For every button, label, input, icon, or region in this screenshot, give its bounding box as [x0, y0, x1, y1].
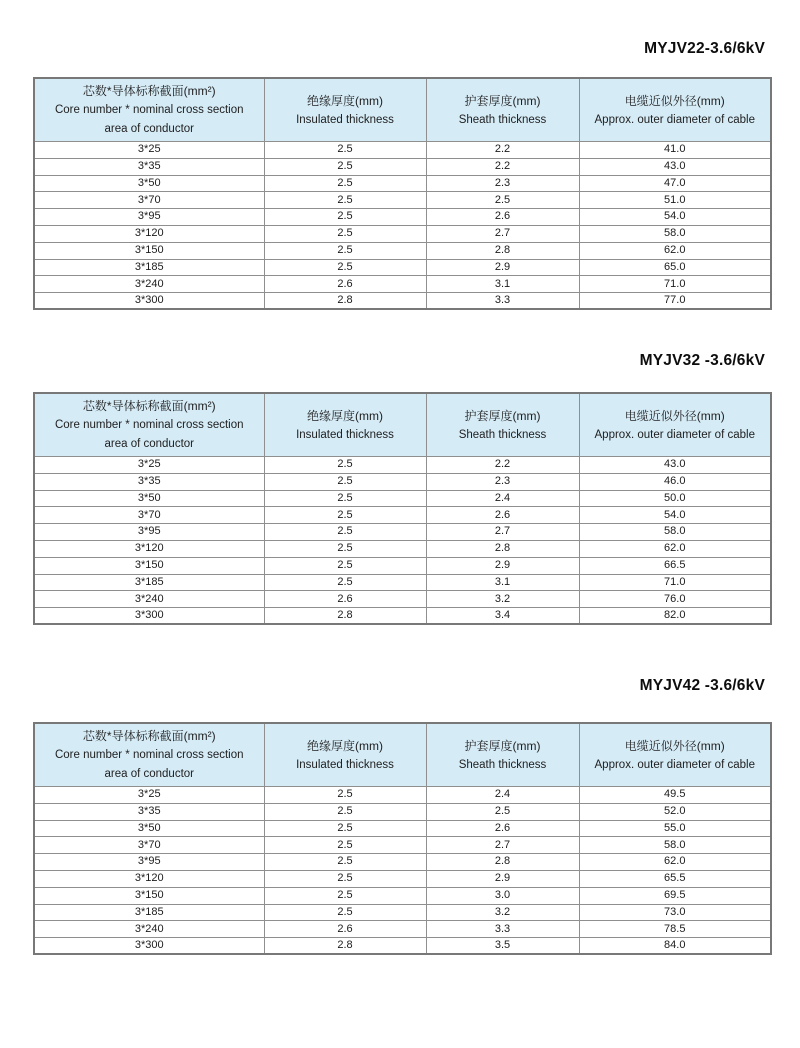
table-row: [34, 921, 771, 938]
table-cell: 3*185: [34, 574, 264, 591]
table-row: [34, 490, 771, 507]
col-header-diameter: [579, 393, 771, 457]
header-row: [34, 723, 771, 787]
table-cell: 2.5: [264, 490, 426, 507]
table-row: [34, 938, 771, 955]
table-cell: 3*35: [34, 158, 264, 175]
table-row: [34, 209, 771, 226]
table-cell: 2.2: [426, 457, 579, 474]
table-cell: 3*240: [34, 276, 264, 293]
table-cell: 2.5: [264, 242, 426, 259]
table-cell: 2.5: [264, 473, 426, 490]
table-cell: 82.0: [579, 608, 771, 625]
table-cell: 55.0: [579, 820, 771, 837]
table-cell: 3*120: [34, 870, 264, 887]
table-cell: 2.8: [426, 242, 579, 259]
col-header-sheath-en: Sheath thickness: [458, 113, 547, 126]
col-header-conductor-zh: 芯数*导体标称截面(mm²): [82, 729, 216, 743]
table-row: [34, 904, 771, 921]
table-cell: 2.4: [426, 490, 579, 507]
col-header-sheath: [426, 78, 579, 142]
table-cell: 2.6: [264, 276, 426, 293]
col-header-insulation-zh: 绝缘厚度(mm): [307, 408, 383, 423]
table-row: [34, 837, 771, 854]
table-cell: 2.2: [426, 142, 579, 159]
table-cell: 2.5: [264, 557, 426, 574]
col-header-insulation: [264, 78, 426, 142]
section-title-myjv42: MYJV42 -3.6/6kV: [639, 677, 765, 694]
table-cell: 2.5: [264, 854, 426, 871]
table-cell: 52.0: [579, 803, 771, 820]
col-header-insulation: [264, 393, 426, 457]
table-cell: 2.9: [426, 870, 579, 887]
table-cell: 58.0: [579, 225, 771, 242]
table-cell: 3.4: [426, 608, 579, 625]
table-row: [34, 524, 771, 541]
section-title-myjv32: MYJV32 -3.6/6kV: [639, 352, 765, 369]
table-row: [34, 259, 771, 276]
table-cell: 3.3: [426, 293, 579, 310]
col-header-sheath-zh: 护套厚度(mm): [464, 738, 541, 753]
col-header-diameter-en: Approx. outer diameter of cable: [594, 113, 755, 126]
table-cell: 3.3: [426, 921, 579, 938]
table-cell: 43.0: [579, 457, 771, 474]
table-cell: 2.5: [264, 192, 426, 209]
table-cell: 2.2: [426, 158, 579, 175]
table-cell: 2.8: [426, 854, 579, 871]
table-cell: 3*25: [34, 457, 264, 474]
header-row: [34, 393, 771, 457]
col-header-insulation-zh: 绝缘厚度(mm): [307, 738, 383, 753]
spec-table-myjv42: [33, 722, 772, 955]
table-cell: 3.1: [426, 276, 579, 293]
table-cell: 2.5: [264, 158, 426, 175]
col-header-sheath: [426, 723, 579, 787]
table-cell: 2.6: [426, 820, 579, 837]
table-cell: 3*150: [34, 557, 264, 574]
col-header-sheath-en: Sheath thickness: [458, 428, 547, 441]
table-cell: 2.6: [426, 209, 579, 226]
table-cell: 62.0: [579, 242, 771, 259]
table-cell: 78.5: [579, 921, 771, 938]
table-cell: 71.0: [579, 276, 771, 293]
table-cell: 66.5: [579, 557, 771, 574]
table-cell: 2.5: [264, 904, 426, 921]
table-cell: 58.0: [579, 524, 771, 541]
table-cell: 3*35: [34, 803, 264, 820]
col-header-sheath: [426, 393, 579, 457]
table-row: [34, 574, 771, 591]
table-cell: 62.0: [579, 540, 771, 557]
table-cell: 3*300: [34, 938, 264, 955]
col-header-sheath-en: Sheath thickness: [458, 758, 547, 771]
table-cell: 71.0: [579, 574, 771, 591]
table-cell: 3*50: [34, 175, 264, 192]
spec-table-myjv22: [33, 77, 772, 310]
table-cell: 46.0: [579, 473, 771, 490]
col-header-sheath-zh: 护套厚度(mm): [464, 93, 541, 108]
table-cell: 2.6: [264, 921, 426, 938]
table-body: [34, 787, 771, 955]
table-cell: 2.7: [426, 524, 579, 541]
table-cell: 77.0: [579, 293, 771, 310]
table-cell: 3*70: [34, 837, 264, 854]
col-header-diameter-en: Approx. outer diameter of cable: [594, 758, 755, 771]
table-row: [34, 608, 771, 625]
table-cell: 73.0: [579, 904, 771, 921]
table-cell: 3*50: [34, 490, 264, 507]
col-header-insulation-en: Insulated thickness: [296, 113, 394, 126]
table-cell: 3*25: [34, 142, 264, 159]
table-cell: 3*35: [34, 473, 264, 490]
table-cell: 2.8: [264, 293, 426, 310]
table-body: [34, 457, 771, 625]
col-header-insulation-en: Insulated thickness: [296, 428, 394, 441]
table-cell: 54.0: [579, 507, 771, 524]
col-header-conductor: [34, 78, 264, 142]
col-header-conductor-en: Core number * nominal cross section: [54, 104, 244, 116]
table-cell: 2.9: [426, 259, 579, 276]
col-header-insulation-en: Insulated thickness: [296, 758, 394, 771]
table-row: [34, 192, 771, 209]
table-cell: 3*150: [34, 242, 264, 259]
table-cell: 3*50: [34, 820, 264, 837]
col-header-conductor-en: Core number * nominal cross section: [54, 419, 244, 431]
table-row: [34, 473, 771, 490]
table-cell: 41.0: [579, 142, 771, 159]
table-cell: 3*300: [34, 608, 264, 625]
table-row: [34, 787, 771, 804]
col-header-conductor: [34, 723, 264, 787]
table-cell: 49.5: [579, 787, 771, 804]
table-row: [34, 142, 771, 159]
table-cell: 2.5: [426, 803, 579, 820]
table-row: [34, 803, 771, 820]
col-header-sheath-zh: 护套厚度(mm): [464, 408, 541, 423]
table-cell: 2.5: [264, 837, 426, 854]
table-cell: 2.5: [264, 820, 426, 837]
table-cell: 51.0: [579, 192, 771, 209]
col-header-diameter: [579, 723, 771, 787]
table-cell: 3*95: [34, 524, 264, 541]
table-cell: 3*95: [34, 209, 264, 226]
table-cell: 54.0: [579, 209, 771, 226]
table-cell: 84.0: [579, 938, 771, 955]
col-header-conductor-zh: 芯数*导体标称截面(mm²): [82, 399, 216, 413]
table-cell: 2.8: [426, 540, 579, 557]
col-header-diameter-zh: 电缆近似外径(mm): [624, 93, 725, 108]
table-cell: 2.6: [426, 507, 579, 524]
table-cell: 50.0: [579, 490, 771, 507]
table-cell: 2.5: [264, 259, 426, 276]
table-cell: 2.7: [426, 225, 579, 242]
table-row: [34, 158, 771, 175]
table-cell: 3*300: [34, 293, 264, 310]
col-header-diameter: [579, 78, 771, 142]
table-cell: 2.6: [264, 591, 426, 608]
col-header-conductor-en: area of conductor: [104, 123, 194, 135]
table-cell: 2.9: [426, 557, 579, 574]
table-cell: 2.4: [426, 787, 579, 804]
table-row: [34, 457, 771, 474]
table-row: [34, 887, 771, 904]
table-cell: 76.0: [579, 591, 771, 608]
table-cell: 3*120: [34, 225, 264, 242]
table-cell: 3.0: [426, 887, 579, 904]
table-cell: 2.5: [264, 524, 426, 541]
table-cell: 2.5: [264, 457, 426, 474]
table-cell: 62.0: [579, 854, 771, 871]
table-row: [34, 591, 771, 608]
table-cell: 3*185: [34, 904, 264, 921]
table-body: [34, 142, 771, 310]
table-cell: 3*120: [34, 540, 264, 557]
table-cell: 2.5: [264, 225, 426, 242]
table-cell: 3*185: [34, 259, 264, 276]
table-cell: 3*240: [34, 921, 264, 938]
table-cell: 2.5: [264, 574, 426, 591]
table-cell: 47.0: [579, 175, 771, 192]
table-cell: 2.5: [264, 142, 426, 159]
table-cell: 2.5: [264, 803, 426, 820]
table-cell: 3*70: [34, 192, 264, 209]
col-header-diameter-en: Approx. outer diameter of cable: [594, 428, 755, 441]
table-row: [34, 540, 771, 557]
table-cell: 2.5: [264, 787, 426, 804]
table-cell: 2.5: [264, 175, 426, 192]
table-cell: 65.0: [579, 259, 771, 276]
table-cell: 3.5: [426, 938, 579, 955]
table-cell: 2.3: [426, 175, 579, 192]
table-cell: 65.5: [579, 870, 771, 887]
table-cell: 69.5: [579, 887, 771, 904]
table-cell: 43.0: [579, 158, 771, 175]
table-cell: 58.0: [579, 837, 771, 854]
table-cell: 3.2: [426, 904, 579, 921]
table-row: [34, 276, 771, 293]
table-cell: 3*25: [34, 787, 264, 804]
table-row: [34, 507, 771, 524]
spec-table-myjv32: [33, 392, 772, 625]
col-header-diameter-zh: 电缆近似外径(mm): [624, 738, 725, 753]
table-row: [34, 854, 771, 871]
table-row: [34, 293, 771, 310]
col-header-insulation: [264, 723, 426, 787]
col-header-conductor-en: area of conductor: [104, 438, 194, 450]
table-cell: 3*150: [34, 887, 264, 904]
table-cell: 2.8: [264, 938, 426, 955]
table-cell: 3*240: [34, 591, 264, 608]
table-row: [34, 242, 771, 259]
table-cell: 3.1: [426, 574, 579, 591]
table-cell: 2.5: [264, 540, 426, 557]
table-cell: 2.5: [264, 209, 426, 226]
table-cell: 3.2: [426, 591, 579, 608]
col-header-insulation-zh: 绝缘厚度(mm): [307, 93, 383, 108]
table-cell: 3*70: [34, 507, 264, 524]
table-row: [34, 175, 771, 192]
col-header-diameter-zh: 电缆近似外径(mm): [624, 408, 725, 423]
col-header-conductor: [34, 393, 264, 457]
col-header-conductor-en: area of conductor: [104, 768, 194, 780]
table-row: [34, 870, 771, 887]
table-cell: 3*95: [34, 854, 264, 871]
table-cell: 2.7: [426, 837, 579, 854]
header-row: [34, 78, 771, 142]
table-row: [34, 820, 771, 837]
table-cell: 2.5: [264, 870, 426, 887]
col-header-conductor-zh: 芯数*导体标称截面(mm²): [82, 84, 216, 98]
col-header-conductor-en: Core number * nominal cross section: [54, 749, 244, 761]
table-row: [34, 225, 771, 242]
table-row: [34, 557, 771, 574]
table-cell: 2.5: [426, 192, 579, 209]
table-cell: 2.5: [264, 507, 426, 524]
table-cell: 2.5: [264, 887, 426, 904]
table-cell: 2.8: [264, 608, 426, 625]
table-cell: 2.3: [426, 473, 579, 490]
section-title-myjv22: MYJV22-3.6/6kV: [644, 40, 765, 57]
